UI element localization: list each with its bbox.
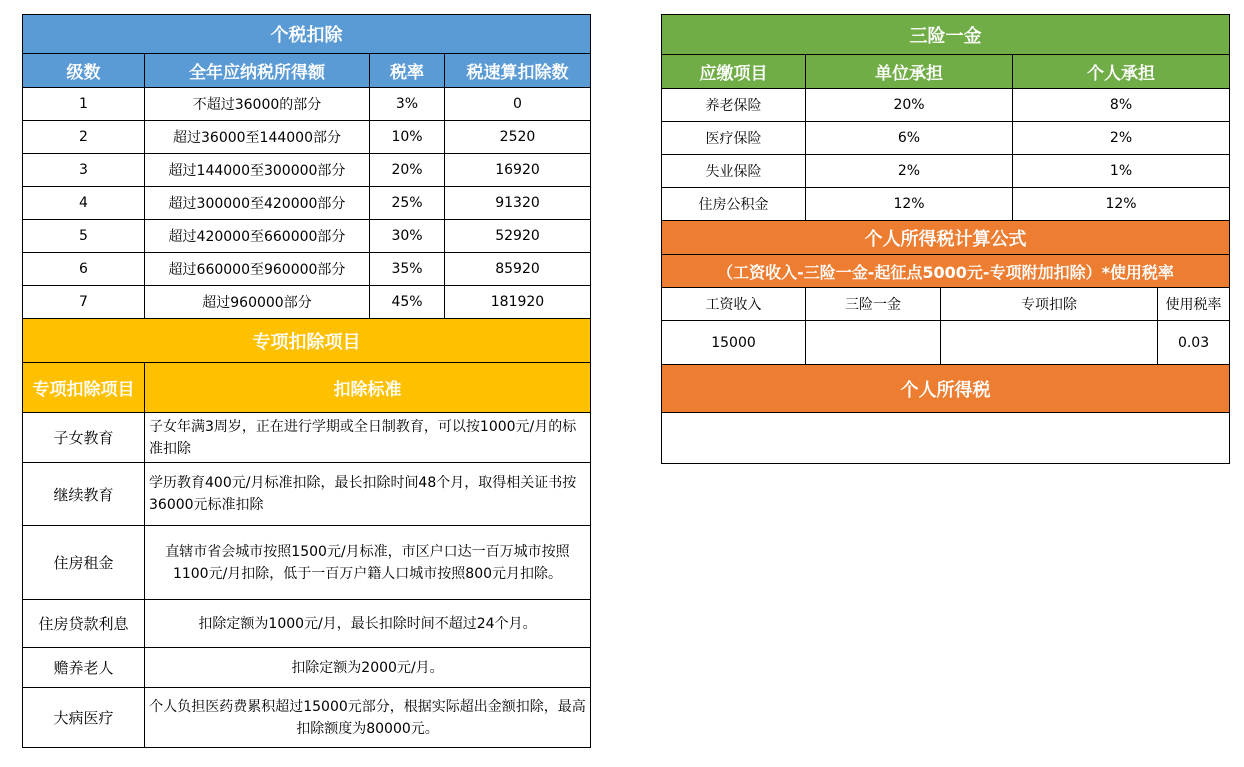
tax-table xyxy=(22,14,591,748)
table-row xyxy=(23,88,591,121)
tax-header-income: 全年应纳税所得额 xyxy=(145,54,370,88)
table-row xyxy=(662,288,1230,321)
tax-cell[interactable]: 30% xyxy=(370,220,445,253)
insurance-cell[interactable]: 2% xyxy=(1013,122,1230,155)
tax-cell[interactable]: 6 xyxy=(23,253,145,286)
table-row xyxy=(23,121,591,154)
special-standard[interactable]: 学历教育400元/月标准扣除，最长扣除时间48个月，取得相关证书按36000元标准扣除 xyxy=(145,463,591,526)
tax-cell[interactable]: 7 xyxy=(23,286,145,319)
tax-cell[interactable]: 4 xyxy=(23,187,145,220)
special-standard[interactable]: 扣除定额为2000元/月。 xyxy=(145,648,591,688)
special-item[interactable]: 大病医疗 xyxy=(23,688,145,748)
insurance-header-employer: 单位承担 xyxy=(806,55,1013,89)
formula-header-insurance[interactable]: 三险一金 xyxy=(806,288,941,321)
table-row xyxy=(23,526,591,600)
insurance-cell[interactable]: 2% xyxy=(806,155,1013,188)
result-title: 个人所得税 xyxy=(662,365,1230,413)
tax-cell[interactable]: 超过300000至420000部分 xyxy=(145,187,370,220)
tax-cell[interactable]: 超过660000至960000部分 xyxy=(145,253,370,286)
formula-header-income[interactable]: 工资收入 xyxy=(662,288,806,321)
tax-cell[interactable]: 10% xyxy=(370,121,445,154)
insurance-header-personal: 个人承担 xyxy=(1013,55,1230,89)
formula-value-insurance[interactable] xyxy=(806,321,941,365)
special-header-item: 专项扣除项目 xyxy=(23,363,145,413)
insurance-cell[interactable]: 12% xyxy=(1013,188,1230,221)
special-standard[interactable]: 子女年满3周岁，正在进行学期或全日制教育，可以按1000元/月的标准扣除 xyxy=(145,413,591,463)
special-standard[interactable]: 个人负担医药费累积超过15000元部分，根据实际超出金额扣除，最高扣除额度为80000元。 xyxy=(145,688,591,748)
tax-cell[interactable]: 超过960000部分 xyxy=(145,286,370,319)
tax-cell[interactable]: 91320 xyxy=(445,187,591,220)
table-row xyxy=(23,648,591,688)
insurance-cell[interactable]: 1% xyxy=(1013,155,1230,188)
tax-cell[interactable]: 25% xyxy=(370,187,445,220)
special-standard[interactable]: 直辖市省会城市按照1500元/月标准，市区户口达一百万城市按照1100元/月扣除，低于一百万户籍人口城市按照800元月扣除。 xyxy=(145,526,591,600)
special-item[interactable]: 住房贷款利息 xyxy=(23,600,145,648)
table-row xyxy=(662,155,1230,188)
table-row xyxy=(23,600,591,648)
tax-header-quick-deduction: 税速算扣除数 xyxy=(445,54,591,88)
table-row xyxy=(23,154,591,187)
tax-cell[interactable]: 52920 xyxy=(445,220,591,253)
tax-cell[interactable]: 181920 xyxy=(445,286,591,319)
insurance-cell[interactable]: 6% xyxy=(806,122,1013,155)
special-standard[interactable]: 扣除定额为1000元/月，最长扣除时间不超过24个月。 xyxy=(145,600,591,648)
tax-cell[interactable]: 超过420000至660000部分 xyxy=(145,220,370,253)
formula-header-rate[interactable]: 使用税率 xyxy=(1158,288,1230,321)
special-deduction-title: 专项扣除项目 xyxy=(23,319,591,363)
insurance-title: 三险一金 xyxy=(662,15,1230,55)
tax-header-rate: 税率 xyxy=(370,54,445,88)
tax-cell[interactable]: 2520 xyxy=(445,121,591,154)
tax-cell[interactable]: 5 xyxy=(23,220,145,253)
special-header-standard: 扣除标准 xyxy=(145,363,591,413)
table-row xyxy=(662,321,1230,365)
insurance-cell[interactable]: 住房公积金 xyxy=(662,188,806,221)
special-item[interactable]: 子女教育 xyxy=(23,413,145,463)
insurance-cell[interactable]: 失业保险 xyxy=(662,155,806,188)
tax-cell[interactable]: 超过36000至144000部分 xyxy=(145,121,370,154)
special-item[interactable]: 住房租金 xyxy=(23,526,145,600)
tax-cell[interactable]: 20% xyxy=(370,154,445,187)
insurance-cell[interactable]: 12% xyxy=(806,188,1013,221)
tax-cell[interactable]: 0 xyxy=(445,88,591,121)
tax-cell[interactable]: 3% xyxy=(370,88,445,121)
insurance-header-item: 应缴项目 xyxy=(662,55,806,89)
table-row xyxy=(23,187,591,220)
formula-value-deduction[interactable] xyxy=(941,321,1158,365)
tax-cell[interactable]: 1 xyxy=(23,88,145,121)
tax-cell[interactable]: 45% xyxy=(370,286,445,319)
table-row xyxy=(662,89,1230,122)
insurance-cell[interactable]: 20% xyxy=(806,89,1013,122)
table-row xyxy=(23,253,591,286)
table-row xyxy=(23,463,591,526)
special-item[interactable]: 继续教育 xyxy=(23,463,145,526)
formula-expression: （工资收入-三险一金-起征点5000元-专项附加扣除）*使用税率 xyxy=(662,255,1230,288)
table-row xyxy=(662,122,1230,155)
insurance-table xyxy=(661,14,1230,464)
insurance-cell[interactable]: 医疗保险 xyxy=(662,122,806,155)
tax-cell[interactable]: 85920 xyxy=(445,253,591,286)
table-row xyxy=(23,688,591,748)
formula-value-rate[interactable]: 0.03 xyxy=(1158,321,1230,365)
insurance-cell[interactable]: 8% xyxy=(1013,89,1230,122)
tax-cell[interactable]: 16920 xyxy=(445,154,591,187)
table-row xyxy=(662,188,1230,221)
tax-header-level: 级数 xyxy=(23,54,145,88)
tax-cell[interactable]: 超过144000至300000部分 xyxy=(145,154,370,187)
formula-value-income[interactable]: 15000 xyxy=(662,321,806,365)
result-value[interactable] xyxy=(662,413,1230,464)
table-row xyxy=(23,286,591,319)
table-row xyxy=(23,220,591,253)
tax-table-title: 个税扣除 xyxy=(23,15,591,54)
formula-header-deduction[interactable]: 专项扣除 xyxy=(941,288,1158,321)
special-item[interactable]: 赡养老人 xyxy=(23,648,145,688)
tax-cell[interactable]: 不超过36000的部分 xyxy=(145,88,370,121)
tax-cell[interactable]: 35% xyxy=(370,253,445,286)
insurance-cell[interactable]: 养老保险 xyxy=(662,89,806,122)
tax-cell[interactable]: 2 xyxy=(23,121,145,154)
formula-title: 个人所得税计算公式 xyxy=(662,221,1230,255)
tax-cell[interactable]: 3 xyxy=(23,154,145,187)
table-row xyxy=(23,413,591,463)
